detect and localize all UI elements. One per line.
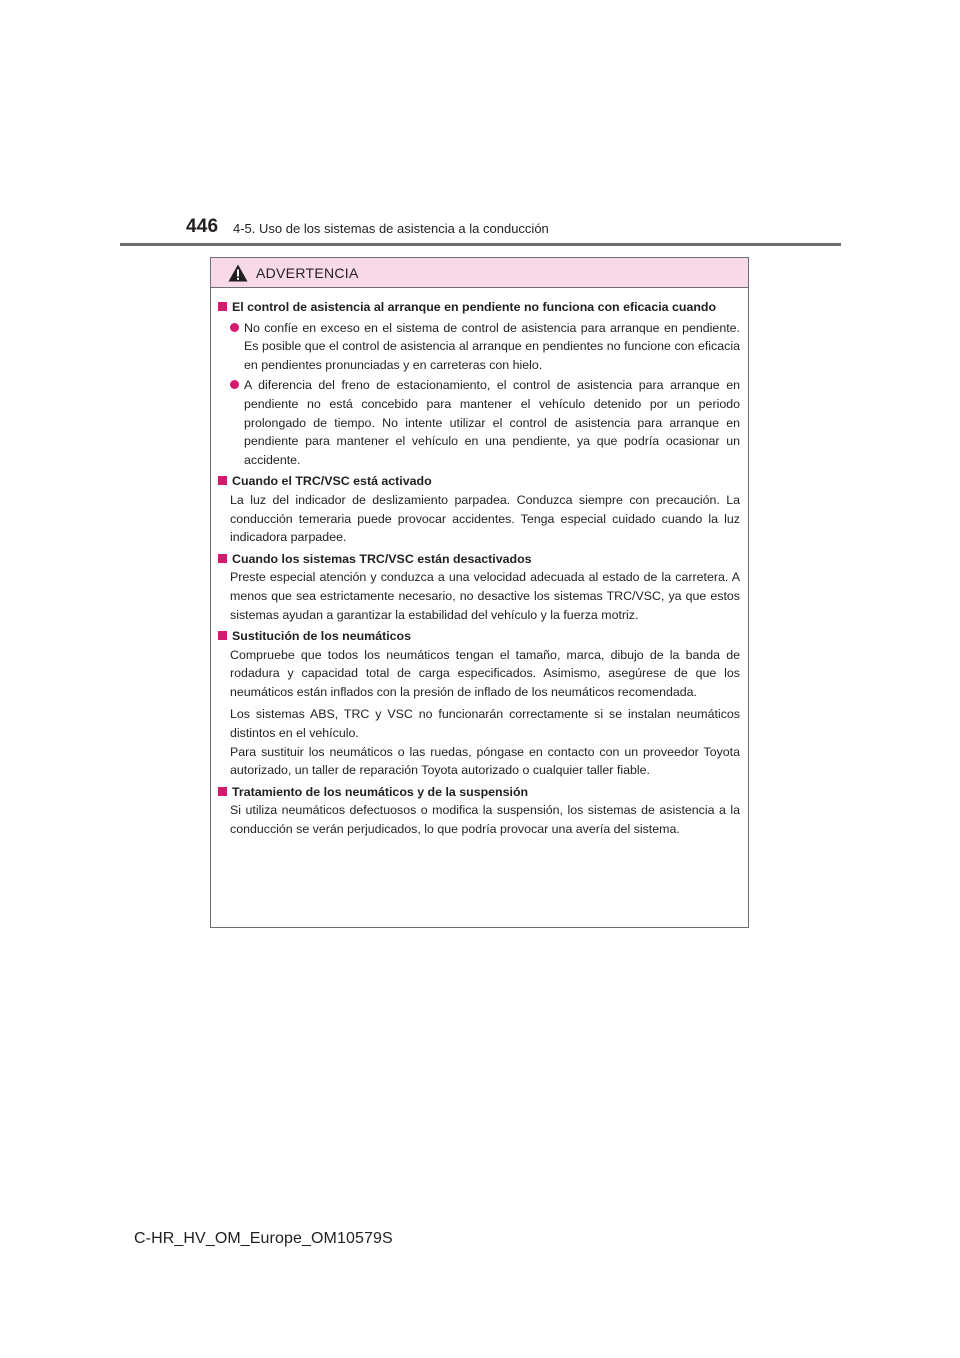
warning-box (210, 257, 749, 928)
square-bullet-icon (218, 554, 227, 563)
section-heading-text: Cuando los sistemas TRC/VSC están desactivados (232, 551, 532, 566)
footer-doc-id: C-HR_HV_OM_Europe_OM10579S (134, 1230, 393, 1247)
section-heading (218, 472, 740, 491)
paragraph: La luz del indicador de deslizamiento parpadea. Conduzca siempre con precaución. La conducción temeraria puede provocar accidentes. Tenga especial cuidado cuando la luz indicadora parpadee. (230, 492, 740, 545)
bullet-text: A diferencia del freno de estacionamiento, el control de asistencia para arranque en pendiente no está concebido para mantener el vehículo detenido por un periodo prolongado de tiempo. No intente utilizar el control de asistencia para arranque en pendiente para mantener el vehículo en una pendiente, ya que podría ocasionar un accidente. (244, 378, 740, 467)
page-number: 446 (186, 216, 219, 237)
section-heading (218, 550, 740, 569)
square-bullet-icon (218, 476, 227, 485)
paragraph: Compruebe que todos los neumáticos tengan el tamaño, marca, dibujo de la banda de rodadura y capacidad total de carga especificados. Asimismo, asegúrese de que los neumáticos están inflados con la presión de inflado de los neumáticos recomendada. (230, 647, 740, 699)
section-heading (218, 783, 740, 802)
bullet-text: No confíe en exceso en el sistema de control de asistencia para arranque en pendiente. Es posible que el control de asistencia al arranque en pendientes no funcione con eficacia en pendientes pronunciadas y en carreteras con hielo. (244, 320, 740, 372)
warning-header (211, 258, 748, 288)
section-heading-text: El control de asistencia al arranque en pendiente no funciona con eficacia cuando (232, 300, 717, 314)
square-bullet-icon (218, 631, 227, 640)
paragraph: Los sistemas ABS, TRC y VSC no funcionarán correctamente si se instalan neumáticos distintos en el vehículo. (230, 707, 740, 741)
section-heading-text: Sustitución de los neumáticos (232, 629, 412, 644)
section-heading-text: Tratamiento de los neumáticos y de la suspensión (232, 784, 529, 799)
section-heading-text: Cuando el TRC/VSC está activado (232, 474, 432, 489)
bullet-item (218, 319, 740, 375)
square-bullet-icon (218, 787, 227, 796)
bullet-item (218, 376, 740, 469)
square-bullet-icon (218, 302, 227, 311)
warning-triangle-icon (228, 264, 248, 282)
warning-title: ADVERTENCIA (256, 264, 359, 281)
paragraph: Para sustituir los neumáticos o las ruedas, póngase en contacto con un proveedor Toyota autorizado, un taller de reparación Toyota autorizado o cualquier taller fiable. (230, 744, 740, 778)
dot-bullet-icon (230, 380, 239, 389)
paragraph: Preste especial atención y conduzca a una velocidad adecuada al estado de la carretera. A menos que sea estrictamente necesario, no desactive los sistemas TRC/VSC, ya que estos sistemas ayudan a garantizar la estabilidad del vehículo y la fuerza motriz. (230, 570, 740, 622)
section-title: 4-5. Uso de los sistemas de asistencia a la conducción (233, 221, 549, 236)
warning-body (211, 288, 748, 839)
paragraph: Si utiliza neumáticos defectuosos o modifica la suspensión, los sistemas de asistencia a la conducción se verán perjudicados, lo que podría provocar una avería del sistema. (230, 803, 740, 837)
section-heading (218, 627, 740, 646)
dot-bullet-icon (230, 323, 239, 332)
header-rule (120, 243, 841, 246)
section-heading (218, 298, 740, 317)
